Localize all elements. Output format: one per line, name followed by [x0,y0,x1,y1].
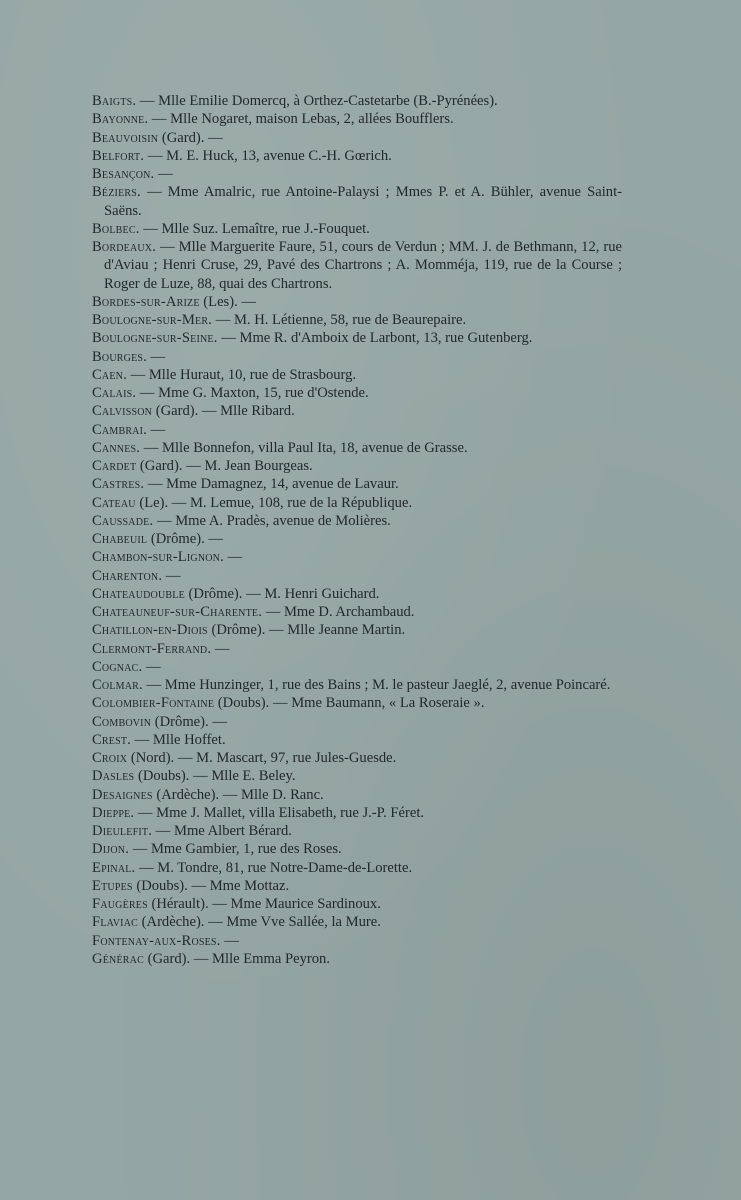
entry-details: (Drôme). — [147,531,224,547]
place-name: Boulogne-sur-Mer. [92,312,213,328]
entry-details: — [223,549,243,566]
listing-entry [92,183,622,220]
entry-details: (Hérault). — Mme Maurice Sardinoux. [147,896,381,912]
entry-details: — Mme Damagnez, 14, avenue de Lavaur. [144,476,399,493]
listing-entry [92,877,622,895]
place-name: Béziers. [92,184,141,201]
place-name: Chabeuil [92,531,148,547]
place-name: Dasles [92,768,135,785]
listing-entry [92,348,622,366]
listing-entry [92,293,622,311]
entry-details: — [154,166,173,182]
listing-entry [92,895,622,913]
listing-entry [92,804,622,822]
entry-details: — Mme A. Pradès, avenue de Molières. [153,512,391,529]
entry-details: (Doubs). — Mme Mottaz. [132,877,290,894]
listing-entry [92,402,622,420]
listing-entry [92,110,622,128]
listing-entry [92,694,622,712]
listing-entry [92,457,622,475]
entry-details: — Mlle Nogaret, maison Lebas, 2, allées Boufflers. [148,111,454,128]
place-name: Castres. [92,476,145,493]
entry-details: (Gard). — Mlle Ribard. [152,403,295,420]
entry-details: — Mme Albert Bérard. [152,823,292,839]
listing-entry [92,822,622,840]
place-name: Bordes-sur-Arize [92,293,200,310]
place-name: Colmar. [92,677,143,693]
place-name: Caussade. [92,512,154,529]
place-name: Dieppe. [92,804,135,821]
place-name: Baigts. [92,93,137,109]
entry-details: (Les). — [199,293,256,310]
place-name: Boulogne-sur-Seine. [92,330,218,347]
listing-entry [92,585,622,603]
listing-entry [92,767,622,785]
listing-entry [92,494,622,512]
listing-entry [92,603,622,621]
entry-details: — M. H. Létienne, 58, rue de Beaurepaire. [212,312,467,328]
entry-details: — M. Tondre, 81, rue Notre-Dame-de-Lorette. [135,859,413,876]
listing-entry [92,731,622,749]
entry-details: (Gard). — [158,129,223,146]
listing-entry [92,621,622,639]
listing-entry [92,421,622,439]
entry-details: — Mme Gambier, 1, rue des Roses. [129,841,342,858]
listing-entry [92,658,622,676]
place-name: Dijon. [92,841,130,858]
place-name: Cambrai. [92,421,147,438]
listing-entry [92,165,622,183]
listing-entry [92,567,622,585]
listing-entry [92,129,622,147]
place-name: Belfort. [92,147,145,164]
entry-details: (Doubs). — Mlle E. Beley. [134,768,296,785]
entry-details: (Doubs). — Mme Baumann, « La Roseraie ». [214,695,485,712]
place-name: Chambon-sur-Lignon. [92,549,224,566]
place-name: Cateau [92,494,136,511]
entry-details: — Mlle Marguerite Faure, 51, cours de Verdun ; MM. J. de Bethmann, 12, rue d'Aviau ; Henri Cruse, 29, Pavé des Chartrons ; A. Momméja, 119, rue de la Course ; Roger de Luze, 88, quai des Chartrons. [104,239,622,292]
entry-details: (Gard). — Mlle Emma Peyron. [143,950,330,967]
listing-entry [92,366,622,384]
place-name: Cognac. [92,658,143,675]
place-name: Faugères [92,896,148,912]
place-name: Chatillon-en-Diois [92,622,208,639]
entry-details: — Mlle Suz. Lemaître, rue J.-Fouquet. [139,220,370,237]
entry-details: — [220,932,239,949]
place-name: Epinal. [92,859,136,876]
entry-details: — Mme R. d'Amboix de Larbont, 13, rue Gutenberg. [217,330,533,347]
entry-details: (Drôme). — M. Henri Guichard. [184,585,380,602]
listing-entry [92,640,622,658]
listing-entry [92,950,622,968]
listing-entry [92,530,622,548]
place-name: Etupes [92,877,133,894]
place-name: Fontenay-aux-Roses. [92,932,221,949]
entry-details: (Le). — M. Lemue, 108, rue de la République. [135,494,413,511]
entry-details: (Drôme). — Mlle Jeanne Martin. [207,622,406,639]
place-name: Calais. [92,385,137,401]
place-name: Chateauneuf-sur-Charente. [92,604,263,620]
listing-entry [92,786,622,804]
listing-entry [92,220,622,238]
entry-details: — Mme J. Mallet, villa Elisabeth, rue J.-P. Féret. [134,804,425,821]
entry-details: — M. E. Huck, 13, avenue C.-H. Gœrich. [144,147,392,164]
address-listing [92,92,622,968]
place-name: Bourges. [92,348,147,365]
listing-entry [92,475,622,493]
place-name: Calvisson [92,403,153,420]
listing-entry [92,311,622,329]
place-name: Cardet [92,458,137,474]
entry-details: — [147,348,166,365]
place-name: Colombier-Fontaine [92,695,215,712]
entry-details: — [162,567,181,584]
place-name: Charenton. [92,567,163,584]
listing-entry [92,329,622,347]
listing-entry [92,512,622,530]
listing-entry [92,840,622,858]
place-name: Bordeaux. [92,239,157,255]
listing-entry [92,439,622,457]
place-name: Beauvoisin [92,129,159,146]
place-name: Besançon. [92,166,155,182]
place-name: Croix [92,750,128,766]
listing-entry [92,713,622,731]
place-name: Générac [92,950,144,967]
listing-entry [92,548,622,566]
entry-details: (Ardèche). — Mlle D. Ranc. [152,786,324,803]
entry-details: — Mme D. Archambaud. [262,604,415,620]
place-name: Cannes. [92,439,141,456]
listing-entry [92,92,622,110]
entry-details: (Ardèche). — Mme Vve Sallée, la Mure. [138,914,381,931]
entry-details: — Mlle Bonnefon, villa Paul Ita, 18, avenue de Grasse. [140,439,468,456]
listing-entry [92,749,622,767]
entry-details: — [142,658,161,675]
place-name: Combovin [92,713,152,730]
entry-details: — [147,421,166,438]
listing-entry [92,932,622,950]
entry-details: (Nord). — M. Mascart, 97, rue Jules-Guesde. [127,750,397,766]
place-name: Clermont-Ferrand. [92,640,212,657]
place-name: Desaignes [92,786,153,803]
place-name: Caen. [92,366,127,383]
place-name: Crest. [92,731,132,748]
entry-details: (Gard). — M. Jean Bourgeas. [136,458,313,474]
listing-entry [92,859,622,877]
place-name: Chateaudouble [92,585,185,602]
place-name: Flaviac [92,914,139,931]
place-name: Bolbec. [92,220,140,237]
entry-details: — Mme G. Maxton, 15, rue d'Ostende. [136,385,369,401]
entry-details: — Mlle Hoffet. [131,731,226,748]
entry-details: — Mme Amalric, rue Antoine-Palaysi ; Mmes P. et A. Bühler, avenue Saint-Saëns. [104,184,622,219]
entry-details: — [211,640,230,657]
place-name: Bayonne. [92,111,149,128]
entry-details: — Mme Hunzinger, 1, rue des Bains ; M. le pasteur Jaeglé, 2, avenue Poincaré. [142,677,611,693]
listing-entry [92,238,622,293]
entry-details: — Mlle Emilie Domercq, à Orthez-Castetarbe (B.-Pyrénées). [136,93,498,109]
place-name: Dieulefit. [92,823,153,839]
listing-entry [92,676,622,694]
listing-entry [92,147,622,165]
entry-details: (Drôme). — [151,713,227,730]
entry-details: — Mlle Huraut, 10, rue de Strasbourg. [126,366,357,383]
listing-entry [92,384,622,402]
listing-entry [92,913,622,931]
